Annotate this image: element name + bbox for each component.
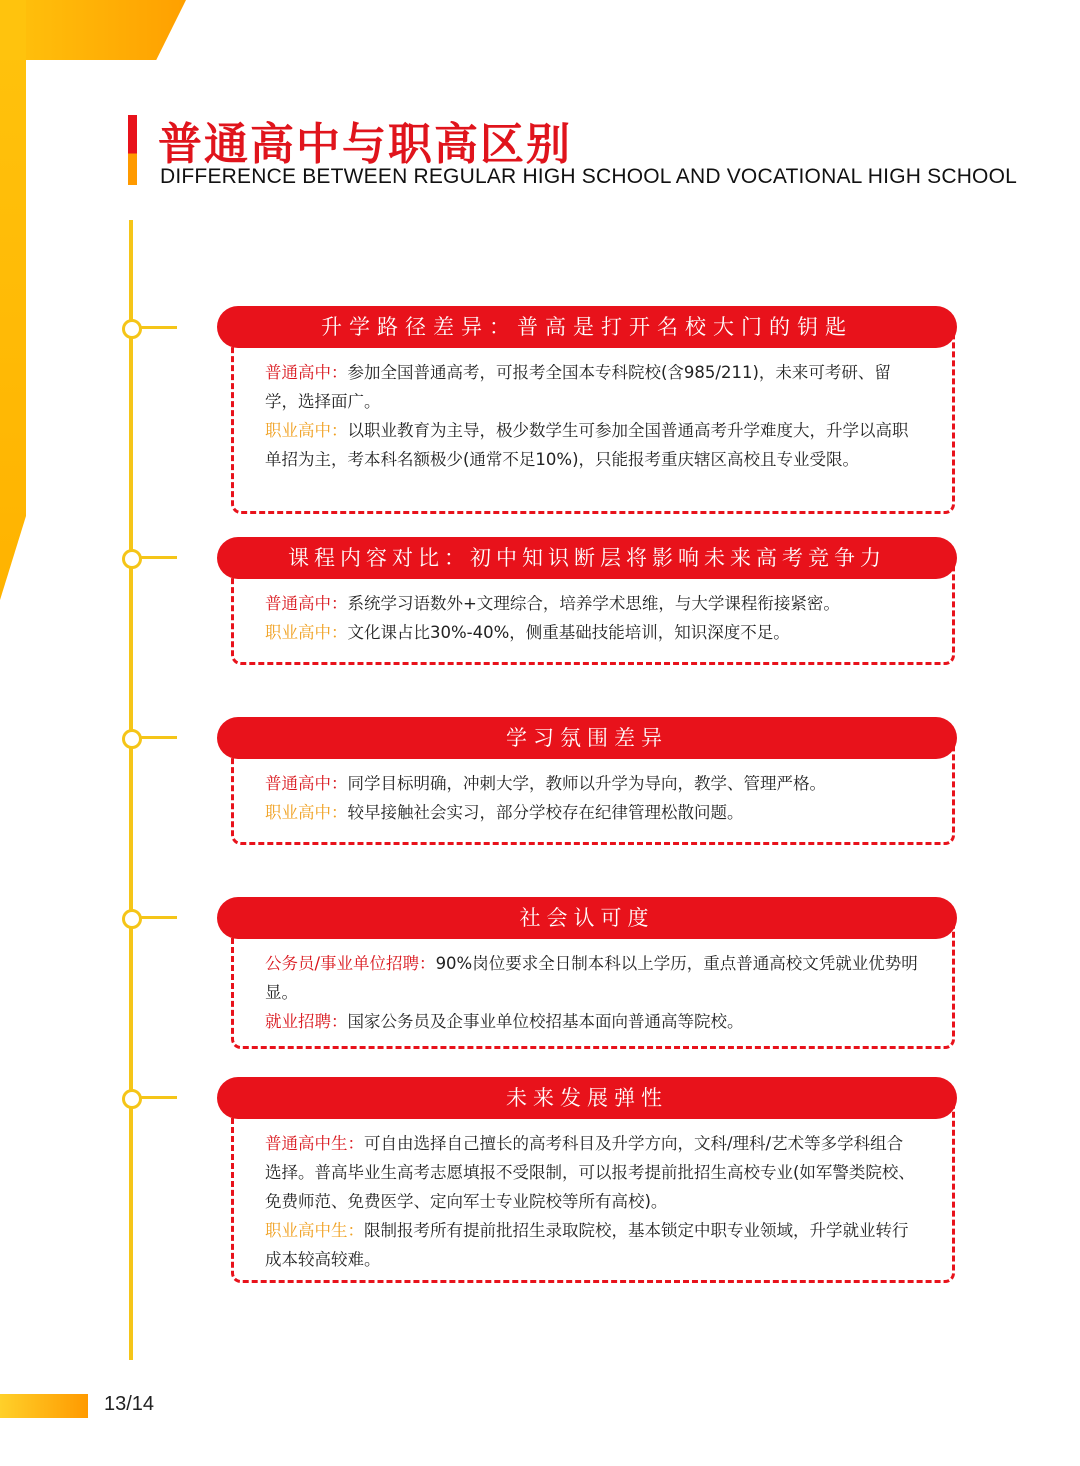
paragraph (265, 589, 919, 618)
paragraph (265, 798, 919, 827)
section-body (265, 769, 919, 827)
paragraph-text: 90%岗位要求全日制本科以上学历，重点普通高校文凭就业优势明显。 (265, 954, 918, 1002)
paragraph-text: 可自由选择自己擅长的高考科目及升学方向，文科/理科/艺术等多学科组合选择。普高毕业生高考志愿填报不受限制，可以报考提前批招生高校专业(如军警类院校、免费师范、免费医学、定向军士专业院校等所有高校)。 (265, 1134, 915, 1211)
page-title: 普通高中与职高区别 (158, 119, 572, 170)
section-learning-atmosphere (217, 717, 957, 845)
timeline-node (122, 729, 142, 749)
timeline-connector (139, 1096, 177, 1099)
paragraph (265, 618, 919, 647)
paragraph-text: 限制报考所有提前批招生录取院校，基本锁定中职专业领域，升学就业转行成本较高较难。 (265, 1221, 909, 1269)
paragraph-label: 职业高中： (265, 623, 348, 642)
decorative-frame-corner (0, 0, 26, 60)
section-curriculum (217, 537, 957, 665)
paragraph-text: 文化课占比30%-40%，侧重基础技能培训，知识深度不足。 (347, 623, 790, 642)
section-title: 社会认可度 (217, 897, 957, 939)
paragraph-label: 普通高中生： (265, 1134, 364, 1153)
section-body (265, 589, 919, 647)
paragraph-label: 就业招聘： (265, 1012, 348, 1031)
decorative-frame-top (0, 0, 186, 60)
timeline-line (129, 220, 133, 1360)
timeline-connector (139, 736, 177, 739)
section-title: 未来发展弹性 (217, 1077, 957, 1119)
paragraph (265, 1129, 919, 1216)
paragraph (265, 949, 919, 1007)
paragraph-label: 职业高中生： (265, 1221, 364, 1240)
section-admission-path (217, 306, 957, 514)
paragraph (265, 769, 919, 798)
page-number: 13/14 (104, 1393, 155, 1415)
paragraph (265, 358, 919, 416)
paragraph-label: 职业高中： (265, 803, 348, 822)
paragraph (265, 1007, 919, 1036)
section-title: 课程内容对比：初中知识断层将影响未来高考竞争力 (217, 537, 957, 579)
decorative-frame-left (0, 0, 26, 600)
section-social-recognition (217, 897, 957, 1049)
title-accent-bar (128, 115, 137, 185)
paragraph-text: 同学目标明确，冲刺大学，教师以升学为导向，教学、管理严格。 (347, 774, 826, 793)
page-number-bar (0, 1394, 88, 1418)
timeline-connector (139, 916, 177, 919)
section-body (265, 1129, 919, 1274)
timeline-node (122, 909, 142, 929)
section-future-flexibility (217, 1077, 957, 1283)
paragraph-label: 普通高中： (265, 594, 348, 613)
timeline-connector (139, 556, 177, 559)
timeline-connector (139, 326, 177, 329)
section-body (265, 949, 919, 1036)
section-body (265, 358, 919, 474)
paragraph-text: 系统学习语数外+文理综合，培养学术思维，与大学课程衔接紧密。 (347, 594, 840, 613)
paragraph-label: 职业高中： (265, 421, 348, 440)
paragraph-text: 参加全国普通高考，可报考全国本专科院校(含985/211)，未来可考研、留学，选择面广。 (265, 363, 891, 411)
timeline-node (122, 319, 142, 339)
paragraph-label: 公务员/事业单位招聘： (265, 954, 436, 973)
timeline-node (122, 1089, 142, 1109)
section-title: 学习氛围差异 (217, 717, 957, 759)
paragraph-text: 国家公务员及企事业单位校招基本面向普通高等院校。 (347, 1012, 744, 1031)
section-title: 升学路径差异：普高是打开名校大门的钥匙 (217, 306, 957, 348)
timeline-node (122, 549, 142, 569)
paragraph (265, 1216, 919, 1274)
paragraph-label: 普通高中： (265, 363, 348, 382)
paragraph (265, 416, 919, 474)
paragraph-label: 普通高中： (265, 774, 348, 793)
paragraph-text: 较早接触社会实习，部分学校存在纪律管理松散问题。 (347, 803, 744, 822)
paragraph-text: 以职业教育为主导，极少数学生可参加全国普通高考升学难度大，升学以高职单招为主，考本科名额极少(通常不足10%)，只能报考重庆辖区高校且专业受限。 (265, 421, 909, 469)
page-subtitle: DIFFERENCE BETWEEN REGULAR HIGH SCHOOL AND VOCATIONAL HIGH SCHOOL (160, 165, 1018, 188)
